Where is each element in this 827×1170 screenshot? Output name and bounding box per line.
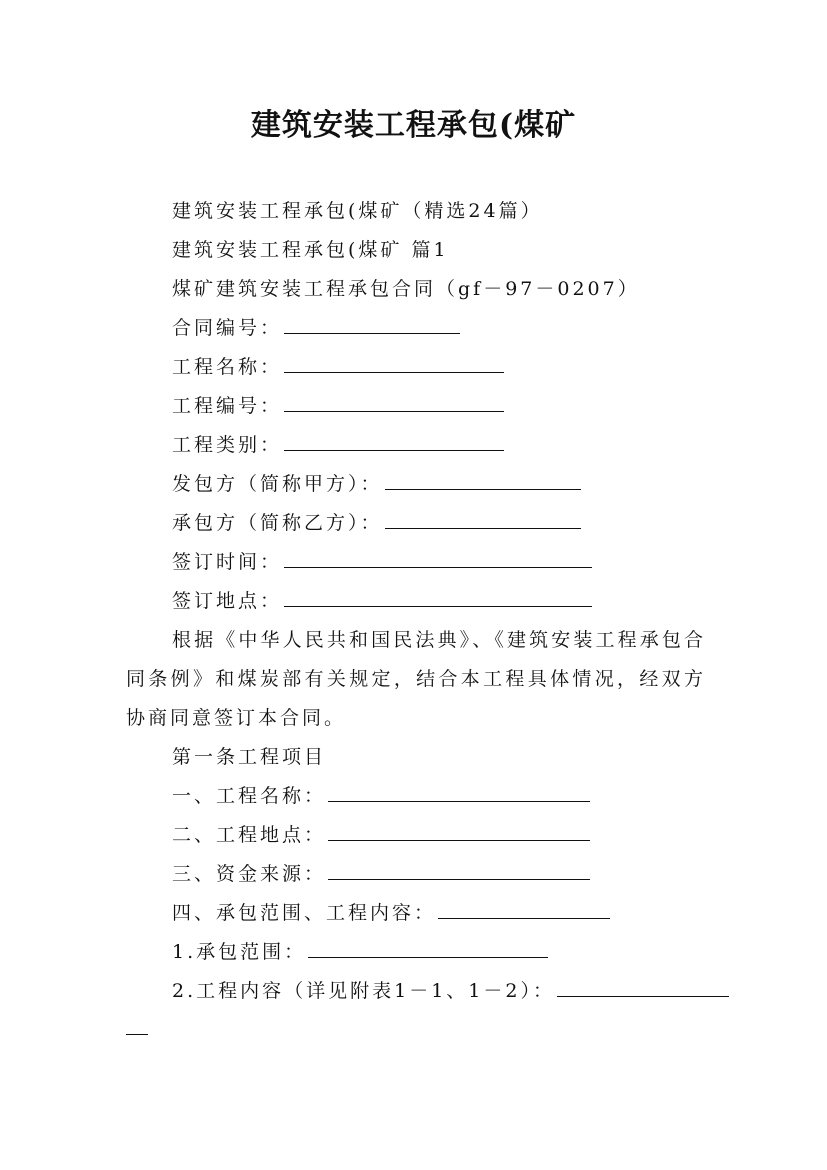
project-type-blank	[284, 432, 504, 451]
sign-time-blank	[284, 549, 592, 568]
article1-item1-row	[172, 783, 590, 809]
party-a-label: 发包方（简称甲方）：	[172, 473, 383, 495]
article1-item2-row	[172, 822, 590, 848]
sign-place-label: 签订地点：	[172, 590, 283, 612]
article1-sub1-label: 1.承包范围：	[172, 941, 307, 963]
article1-item3-label: 三、资金来源：	[172, 863, 327, 885]
contract-no-label: 合同编号：	[172, 317, 283, 339]
sign-time-row	[172, 549, 592, 575]
article1-sub2-blank-continuation	[126, 1034, 148, 1035]
article1-item4-row	[172, 900, 610, 926]
project-no-label: 工程编号：	[172, 395, 283, 417]
article1-sub1-blank	[308, 939, 548, 958]
preamble-paragraph: 根据《中华人民共和国民法典》、《建筑安装工程承包合同条例》和煤炭部有关规定，结合本工程具体情况，经双方协商同意签订本合同。	[126, 629, 706, 729]
article1-item3-row	[172, 861, 590, 887]
project-no-blank	[284, 393, 504, 412]
article1-sub2-row	[172, 978, 729, 1004]
article1-sub1-row	[172, 939, 548, 965]
contract-no-row	[172, 315, 460, 341]
article1-sub2-blank	[557, 978, 729, 997]
contract-no-blank	[284, 315, 460, 334]
party-b-row	[172, 510, 581, 536]
project-type-row	[172, 432, 504, 458]
project-no-row	[172, 393, 504, 419]
contract-title: 煤矿建筑安装工程承包合同（gf－97－0207）	[172, 278, 640, 300]
project-name-label: 工程名称：	[172, 356, 283, 378]
project-name-row	[172, 354, 504, 380]
document-subtitle: 建筑安装工程承包(煤矿（精选24篇）	[172, 200, 543, 222]
article1-item3-blank	[328, 861, 590, 880]
article1-sub2-label: 2.工程内容（详见附表1－1、1－2）：	[172, 980, 555, 1002]
project-name-blank	[284, 354, 504, 373]
article1-item2-blank	[328, 822, 590, 841]
party-b-label: 承包方（简称乙方）：	[172, 512, 383, 534]
article1-item1-blank	[328, 783, 590, 802]
sign-place-blank	[284, 588, 592, 607]
sign-time-label: 签订时间：	[172, 551, 283, 573]
section-heading: 建筑安装工程承包(煤矿 篇1	[172, 239, 449, 261]
article1-item2-label: 二、工程地点：	[172, 824, 327, 846]
party-a-blank	[385, 471, 581, 490]
article1-item1-label: 一、工程名称：	[172, 785, 327, 807]
article1-item4-label: 四、承包范围、工程内容：	[172, 902, 437, 924]
party-a-row	[172, 471, 581, 497]
party-b-blank	[385, 510, 581, 529]
article1-item4-blank	[438, 900, 610, 919]
document-title: 建筑安装工程承包(煤矿	[250, 108, 577, 143]
project-type-label: 工程类别：	[172, 434, 283, 456]
sign-place-row	[172, 588, 592, 614]
article1-heading: 第一条工程项目	[172, 746, 327, 768]
